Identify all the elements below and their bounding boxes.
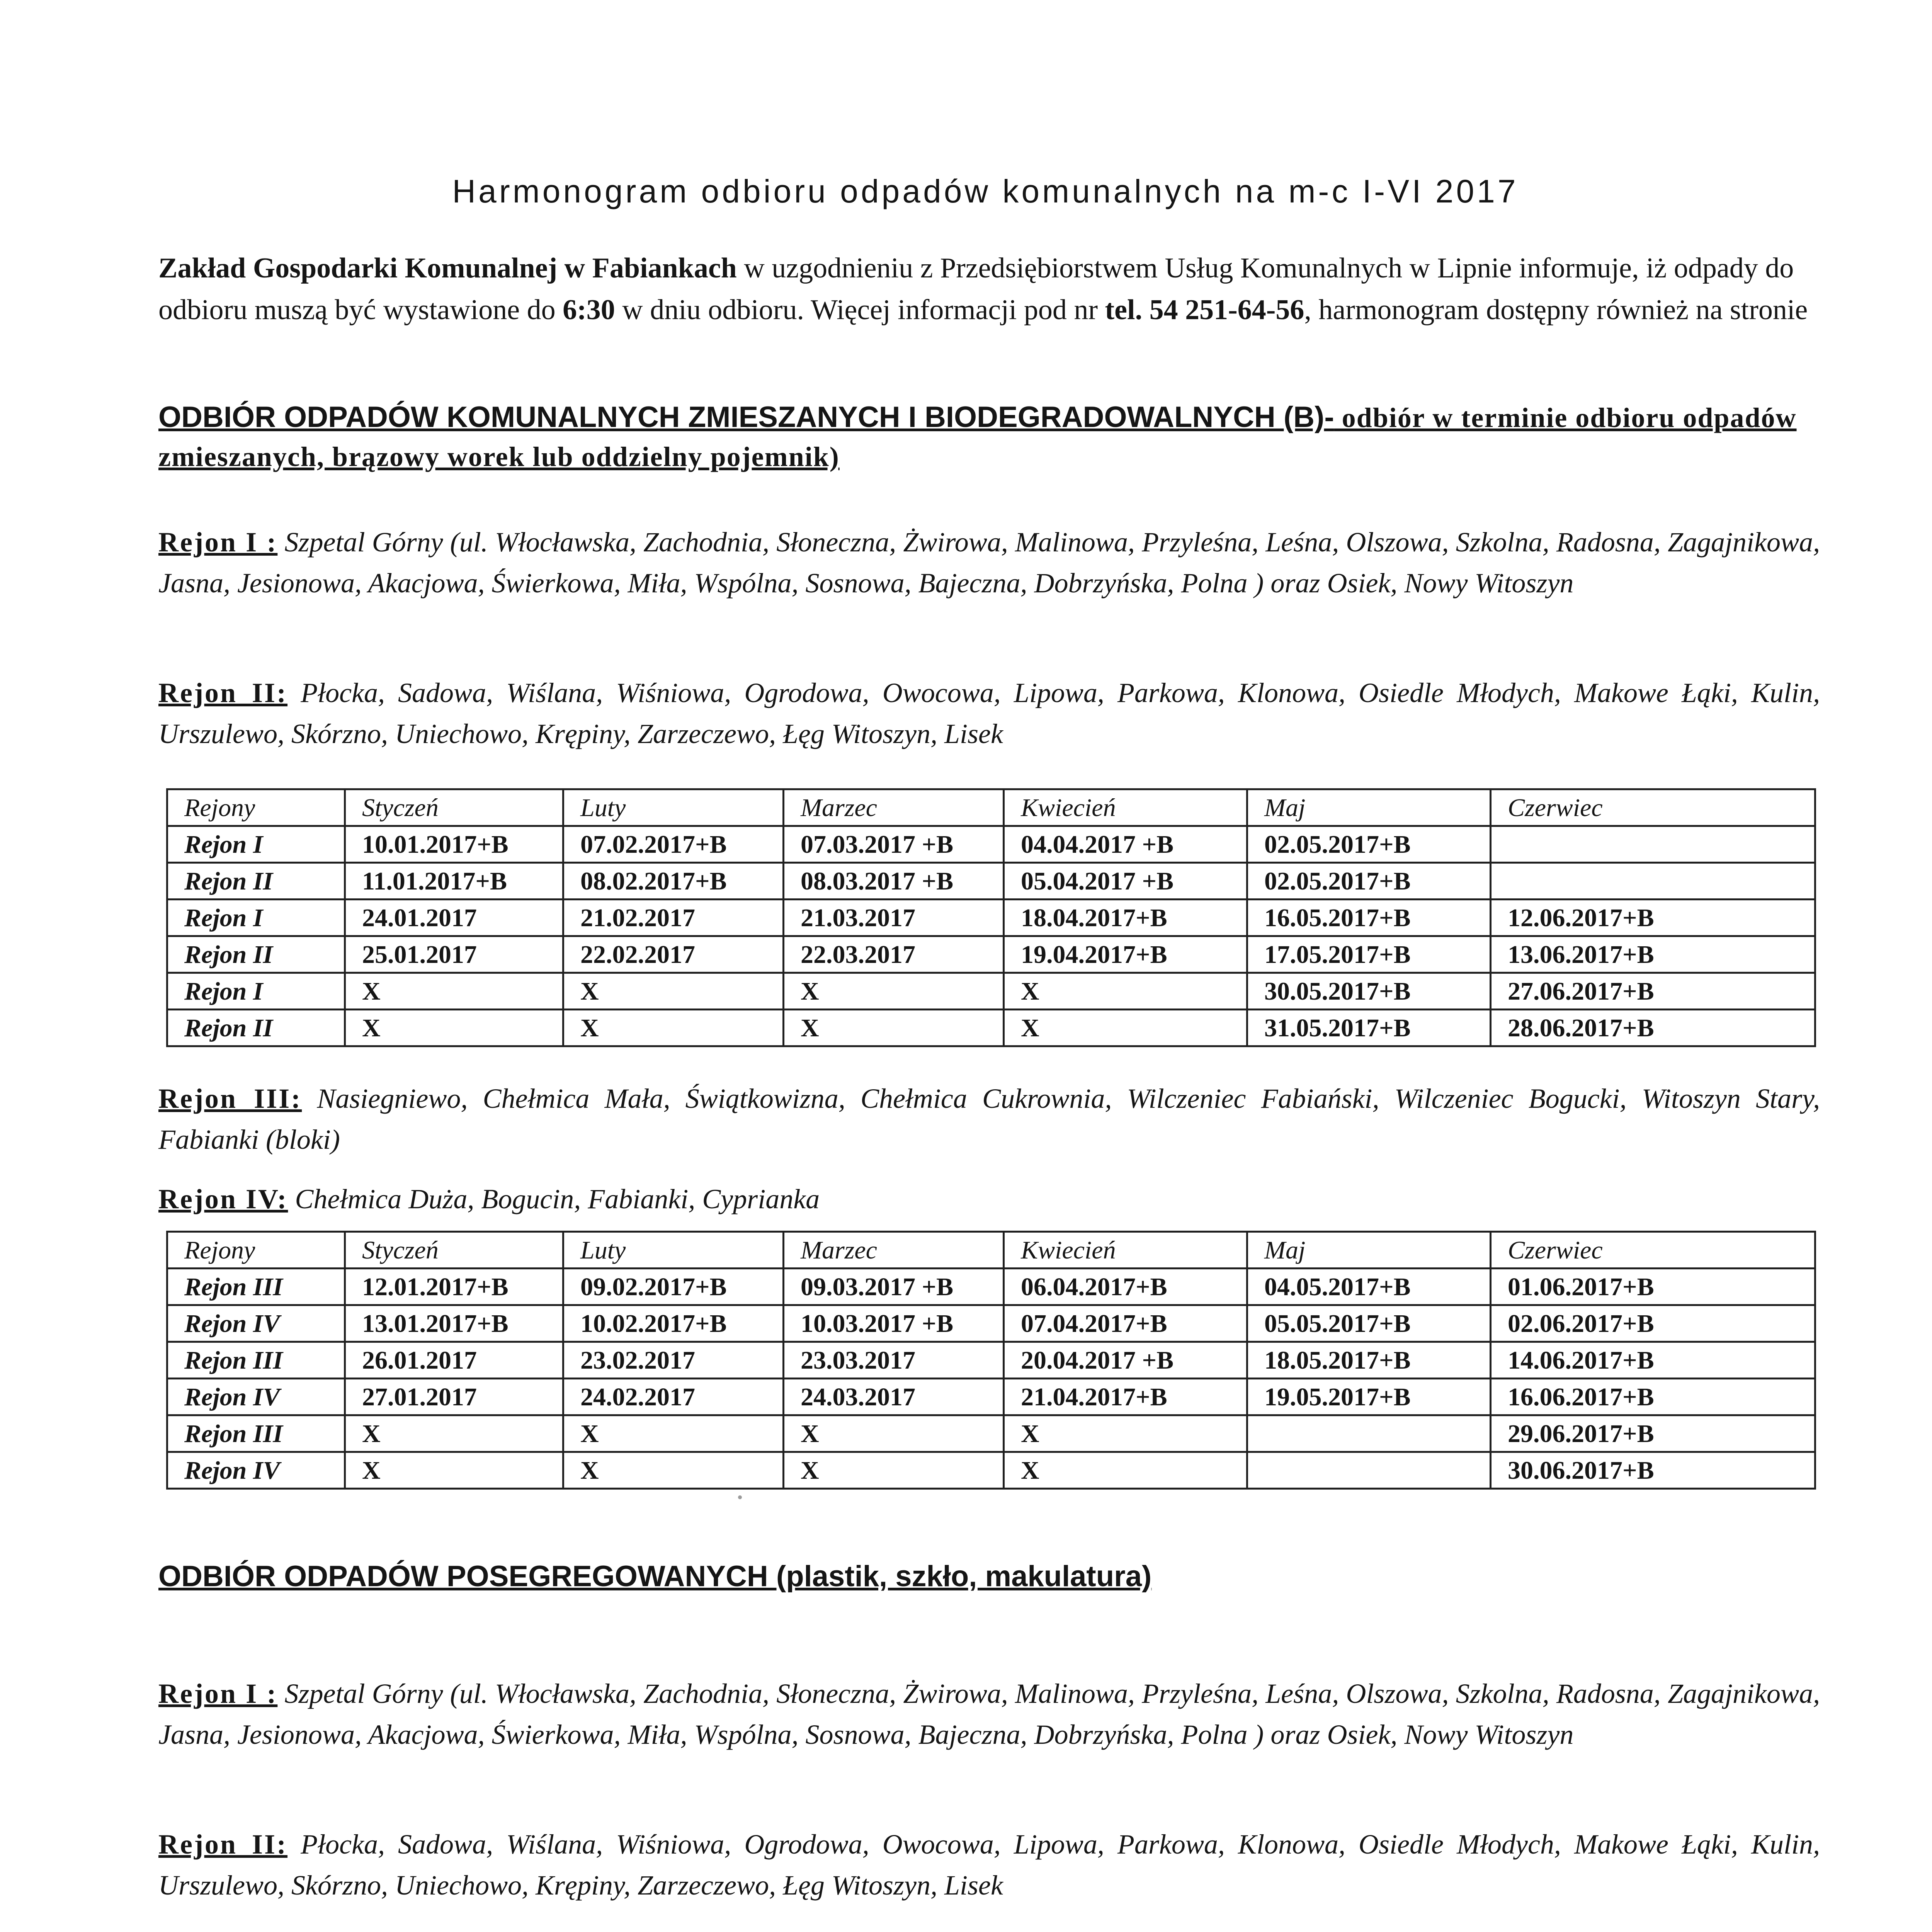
date-cell: 30.05.2017+B [1247,973,1491,1010]
date-cell: 07.04.2017+B [1004,1305,1247,1342]
region-4-paragraph: Rejon IV: Chełmica Duża, Bogucin, Fabianki, Cyprianka [158,1184,820,1214]
date-cell: X [784,973,1004,1010]
section-heading-mixed: ODBIÓR ODPADÓW KOMUNALNYCH ZMIESZANYCH I BIODEGRADOWALNYCH (B)- odbiór w terminie odbioru odpadów zmieszanych, brązowy worek lub oddzielny pojemnik) [158,401,1797,472]
region-cell: Rejon III [167,1342,345,1379]
date-cell: 18.05.2017+B [1247,1342,1491,1379]
table-row [167,1269,1815,1305]
table-header-row [167,1232,1815,1269]
date-cell: 12.06.2017+B [1491,900,1815,936]
date-cell: X [345,1010,563,1046]
date-cell: X [1004,1010,1247,1046]
date-cell: X [1004,1452,1247,1489]
region-cell: Rejon III [167,1415,345,1452]
region-cell: Rejon II [167,1010,345,1046]
date-cell: 12.01.2017+B [345,1269,563,1305]
date-cell [1247,1415,1491,1452]
date-cell: 07.02.2017+B [563,826,784,863]
intro-paragraph: Zakład Gospodarki Komunalnej w Fabiankach w uzgodnieniu z Przedsiębiorstwem Usług Komunalnych w Lipnie informuje, iż odpady do odbioru muszą być wystawione do 6:30 w dniu odbioru. Więcej informacji pod nr tel. 54 251-64-56, harmonogram dostępny również na stronie [158,252,1808,326]
date-cell: X [345,973,563,1010]
column-header: Kwiecień [1004,1232,1247,1269]
date-cell: 02.05.2017+B [1247,863,1491,900]
table-row [167,973,1815,1010]
column-header: Marzec [784,1232,1004,1269]
scan-speck [738,1495,742,1499]
date-cell: 21.03.2017 [784,900,1004,936]
table-row [167,826,1815,863]
date-cell: 29.06.2017+B [1491,1415,1815,1452]
company-name: Zakład Gospodarki Komunalnej w Fabiankach [158,252,737,284]
date-cell: 10.03.2017 +B [784,1305,1004,1342]
region-2-paragraph: Rejon II: Płocka, Sadowa, Wiślana, Wiśniowa, Ogrodowa, Owocowa, Lipowa, Parkowa, Klonowa, Osiedle Młodych, Makowe Łąki, Kulin, Urszulewo, Skórzno, Uniechowo, Krępiny, Zarzeczewo, Łęg Witoszyn, Lisek [158,677,1820,749]
table-row [167,863,1815,900]
column-header: Kwiecień [1004,789,1247,826]
date-cell: 20.04.2017 +B [1004,1342,1247,1379]
date-cell: 25.01.2017 [345,936,563,973]
column-header: Luty [563,789,784,826]
region-3-paragraph: Rejon III: Nasiegniewo, Chełmica Mała, Świątkowizna, Chełmica Cukrownia, Wilczeniec Fabiański, Wilczeniec Bogucki, Witoszyn Stary, Fabianki (bloki) [158,1083,1820,1155]
column-header: Czerwiec [1491,1232,1815,1269]
date-cell: 28.06.2017+B [1491,1010,1815,1046]
date-cell: 10.01.2017+B [345,826,563,863]
region-1-paragraph: Rejon I : Szpetal Górny (ul. Włocławska, Zachodnia, Słoneczna, Żwirowa, Malinowa, Przyleśna, Leśna, Olszowa, Szkolna, Radosna, Zagajnikowa, Jasna, Jesionowa, Akacjowa, Świerkowa, Miła, Wspólna, Sosnowa, Bajeczna, Dobrzyńska, Polna ) oraz Osiek, Nowy Witoszyn [158,527,1820,599]
region-1-paragraph-segregated: Rejon I : Szpetal Górny (ul. Włocławska, Zachodnia, Słoneczna, Żwirowa, Malinowa, Przyleśna, Leśna, Olszowa, Szkolna, Radosna, Zagajnikowa, Jasna, Jesionowa, Akacjowa, Świerkowa, Miła, Wspólna, Sosnowa, Bajeczna, Dobrzyńska, Polna ) oraz Osiek, Nowy Witoszyn [158,1678,1820,1750]
date-cell: X [345,1452,563,1489]
date-cell: 10.02.2017+B [563,1305,784,1342]
column-header: Styczeń [345,789,563,826]
date-cell: 27.06.2017+B [1491,973,1815,1010]
region-2-paragraph-segregated: Rejon II: Płocka, Sadowa, Wiślana, Wiśniowa, Ogrodowa, Owocowa, Lipowa, Parkowa, Klonowa, Osiedle Młodych, Makowe Łąki, Kulin, Urszulewo, Skórzno, Uniechowo, Krępiny, Zarzeczewo, Łęg Witoszyn, Lisek [158,1829,1820,1901]
date-cell [1491,826,1815,863]
column-header: Czerwiec [1491,789,1815,826]
date-cell: 07.03.2017 +B [784,826,1004,863]
date-cell: 13.06.2017+B [1491,936,1815,973]
table-row [167,936,1815,973]
date-cell: 21.02.2017 [563,900,784,936]
date-cell: 09.03.2017 +B [784,1269,1004,1305]
date-cell: X [563,973,784,1010]
date-cell: 30.06.2017+B [1491,1452,1815,1489]
date-cell: 19.05.2017+B [1247,1379,1491,1415]
date-cell: 23.03.2017 [784,1342,1004,1379]
date-cell: X [784,1010,1004,1046]
date-cell: X [784,1452,1004,1489]
date-cell [1491,863,1815,900]
column-header: Rejony [167,789,345,826]
date-cell: 22.03.2017 [784,936,1004,973]
date-cell: 09.02.2017+B [563,1269,784,1305]
table-row [167,900,1815,936]
date-cell: 14.06.2017+B [1491,1342,1815,1379]
date-cell: 26.01.2017 [345,1342,563,1379]
table-row [167,1305,1815,1342]
column-header: Marzec [784,789,1004,826]
date-cell: X [563,1452,784,1489]
table-row [167,1342,1815,1379]
region-cell: Rejon II [167,863,345,900]
column-header: Styczeń [345,1232,563,1269]
date-cell: 06.04.2017+B [1004,1269,1247,1305]
region-cell: Rejon I [167,900,345,936]
date-cell: X [563,1010,784,1046]
column-header: Rejony [167,1232,345,1269]
date-cell: 05.04.2017 +B [1004,863,1247,900]
schedule-table-mixed-r1-r2 [166,788,1816,1047]
region-cell: Rejon I [167,826,345,863]
region-cell: Rejon IV [167,1305,345,1342]
date-cell: 05.05.2017+B [1247,1305,1491,1342]
date-cell: 18.04.2017+B [1004,900,1247,936]
date-cell: 24.02.2017 [563,1379,784,1415]
date-cell: X [345,1415,563,1452]
date-cell: 22.02.2017 [563,936,784,973]
table-header-row [167,789,1815,826]
date-cell: 16.05.2017+B [1247,900,1491,936]
date-cell: X [784,1415,1004,1452]
date-cell: 08.03.2017 +B [784,863,1004,900]
date-cell: 21.04.2017+B [1004,1379,1247,1415]
date-cell: 08.02.2017+B [563,863,784,900]
date-cell: 17.05.2017+B [1247,936,1491,973]
region-cell: Rejon IV [167,1452,345,1489]
region-cell: Rejon I [167,973,345,1010]
date-cell: 16.06.2017+B [1491,1379,1815,1415]
date-cell: 02.06.2017+B [1491,1305,1815,1342]
date-cell: 01.06.2017+B [1491,1269,1815,1305]
table-row [167,1415,1815,1452]
column-header: Maj [1247,789,1491,826]
table-row [167,1452,1815,1489]
document-title: Harmonogram odbioru odpadów komunalnych na m-c I-VI 2017 [452,173,1519,209]
section-heading-segregated: ODBIÓR ODPADÓW POSEGREGOWANYCH (plastik, szkło, makulatura) [158,1560,1152,1593]
column-header: Maj [1247,1232,1491,1269]
table-row [167,1379,1815,1415]
region-cell: Rejon III [167,1269,345,1305]
date-cell [1247,1452,1491,1489]
date-cell: 27.01.2017 [345,1379,563,1415]
date-cell: 24.03.2017 [784,1379,1004,1415]
column-header: Luty [563,1232,784,1269]
region-cell: Rejon IV [167,1379,345,1415]
date-cell: 04.05.2017+B [1247,1269,1491,1305]
date-cell: 24.01.2017 [345,900,563,936]
date-cell: 04.04.2017 +B [1004,826,1247,863]
date-cell: 11.01.2017+B [345,863,563,900]
date-cell: 19.04.2017+B [1004,936,1247,973]
date-cell: 23.02.2017 [563,1342,784,1379]
region-cell: Rejon II [167,936,345,973]
date-cell: 13.01.2017+B [345,1305,563,1342]
table-row [167,1010,1815,1046]
date-cell: X [563,1415,784,1452]
schedule-table-mixed-r3-r4 [166,1231,1816,1490]
date-cell: X [1004,1415,1247,1452]
date-cell: X [1004,973,1247,1010]
date-cell: 02.05.2017+B [1247,826,1491,863]
date-cell: 31.05.2017+B [1247,1010,1491,1046]
